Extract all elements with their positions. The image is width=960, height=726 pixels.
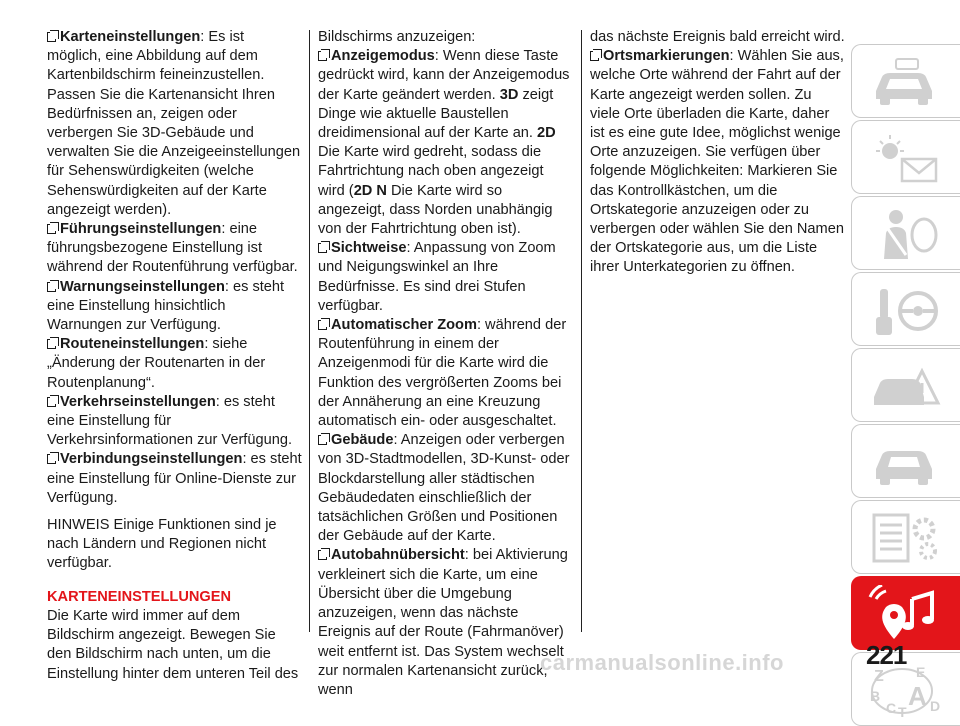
- key-steering-wheel-icon: [866, 281, 946, 339]
- term-routeneinstellungen: Routeneinstellungen: [60, 336, 205, 353]
- column-divider-right: [581, 30, 582, 632]
- bullet-icon: [47, 224, 56, 234]
- warning-light-mail-icon: [866, 129, 946, 187]
- term-anzeigemodus: Anzeigemodus: [331, 48, 435, 65]
- term-warnungseinstellungen: Warnungseinstellungen: [60, 278, 225, 295]
- section-heading: KARTENEINSTELLUNGEN: [47, 588, 232, 605]
- text-fuehrungseinstellungen: : eine führungsbezogene Einstellung ist während der Routenführung verfügbar.: [47, 221, 298, 276]
- chapter-tab-emergency[interactable]: [851, 348, 960, 422]
- paragraph-sichtweise: [318, 239, 573, 316]
- paragraph-gebaeude: [318, 431, 573, 546]
- chapter-tab-technical-data[interactable]: [851, 500, 960, 574]
- index-letter: T: [898, 704, 907, 719]
- text-anzeigemodus-c: Die Karte wird gedreht, sodass die Fahrtrichtung nach oben angezeigt wird (: [318, 144, 544, 199]
- bullet-icon: [318, 435, 327, 445]
- continuation-text: Bildschirms anzuzeigen:: [318, 29, 476, 45]
- text-warnungseinstellungen: : es steht eine Einstellung hinsichtlich Warnungen zur Verfügung.: [47, 278, 285, 334]
- text-gebaeude: : Anzeigen oder verbergen von 3D-Stadtmodellen, 3D-Kunst- oder Blockdarstellung aller städtischen Gebäudedaten einschließlich der tatsächlichen Größen und Positionen der Gebäude auf der Karte.: [318, 432, 570, 545]
- column-right: [590, 28, 845, 278]
- bullet-icon: [318, 51, 327, 61]
- text-verbindungseinstellungen: : es steht eine Einstellung für Online-Dienste zur Verfügung.: [47, 451, 302, 506]
- term-3d: 3D: [499, 86, 519, 103]
- bullet-icon: [318, 320, 327, 330]
- car-crash-icon: [866, 357, 946, 415]
- text-anzeigemodus-d: Die Karte wird so angezeigt, dass Norden unabhängig von der Fahrtrichtung oben ist).: [318, 182, 553, 238]
- index-letter: Z: [874, 668, 884, 685]
- chapter-tab-car-dashboard[interactable]: [851, 44, 960, 118]
- text-verkehrseinstellungen: : es steht eine Einstellung für Verkehrsinformationen zur Verfügung.: [47, 393, 292, 449]
- paragraph-verkehrseinstellungen: [47, 393, 302, 451]
- page-number: 221: [866, 640, 907, 670]
- index-letter: D: [930, 698, 941, 714]
- paragraph-automatischer-zoom: [318, 316, 573, 431]
- watermark: carmanualsonline.info: [540, 650, 784, 675]
- paragraph-anzeigemodus: [318, 47, 573, 239]
- chapter-tab-starting-driving[interactable]: [851, 272, 960, 346]
- section-intro-text: Die Karte wird immer auf dem Bildschirm angezeigt. Bewegen Sie den Bildschirm nach unten, um die Einstellung hinter dem unteren Teil des: [47, 607, 299, 682]
- text-sichtweise: : Anpassung von Zoom und Neigungswinkel an Ihre Bedürfnisse. Es sind drei Stufen verfügbar.: [318, 240, 556, 314]
- car-service-icon: [866, 433, 946, 491]
- term-verbindungseinstellungen: Verbindungseinstellungen: [60, 451, 243, 468]
- index-letter: C: [886, 700, 897, 716]
- column-middle: [318, 28, 573, 700]
- seatbelt-airbag-icon: [866, 205, 946, 263]
- term-ortsmarkierungen: Ortsmarkierungen: [603, 48, 730, 65]
- column-left: [47, 28, 302, 684]
- term-fuehrungseinstellungen: Führungseinstellungen: [60, 221, 222, 238]
- car-dashboard-icon: [866, 53, 946, 111]
- continuation-text: das nächste Ereignis bald erreicht wird.: [590, 29, 845, 45]
- index-letter: A: [908, 681, 927, 711]
- text-autobahnuebersicht: : bei Aktivierung verkleinert sich die Karte, um eine Übersicht über die Umgebung anzuzeigen, wenn das nächste Ereignis auf der Route (Fahrmanöver) weit entfernt ist. Das System wechselt zur normalen Kartenansicht zurück, wenn: [318, 547, 568, 698]
- term-automatischer-zoom: Automatischer Zoom: [331, 317, 477, 334]
- bullet-icon: [47, 397, 56, 407]
- paragraph-autobahnuebersicht: [318, 546, 573, 700]
- chapter-tab-servicing[interactable]: [851, 424, 960, 498]
- bullet-icon: [318, 243, 327, 253]
- bullet-icon: [47, 282, 56, 292]
- term-sichtweise: Sichtweise: [331, 240, 407, 257]
- index-letter: E: [916, 664, 926, 680]
- term-2d: 2D: [537, 125, 556, 142]
- text-routeneinstellungen: : siehe „Änderung der Routenarten in der Routenplanung“.: [47, 336, 266, 391]
- column-divider-left: [309, 30, 310, 632]
- term-2d-n: 2D N: [353, 182, 387, 199]
- bullet-icon: [47, 454, 56, 464]
- text-automatischer-zoom: : während der Routenführung in einem der Anzeigenmodi für die Karte wird die Funktion des vergrößerten Zooms bei der Annäherung an eine Kreuzung automatisch ein- oder ausgeschaltet.: [318, 317, 567, 430]
- bullet-icon: [47, 32, 56, 42]
- term-verkehrseinstellungen: Verkehrseinstellungen: [60, 393, 216, 410]
- paragraph-fuehrungseinstellungen: [47, 220, 302, 278]
- text-ortsmarkierungen: : Wählen Sie aus, welche Orte während der Fahrt auf der Karte angezeigt werden sollen. Zu viele Orte überladen die Karte, daher ist es eine gute Idee, möglichst wenige Orte anzuzeigen. Sie verfügen über folgende Möglichkeiten: Markieren Sie das Kontrollkästchen, um die Ortskategorie anzuzeigen oder zu verbergen oder wählen Sie den Namen der Ortskategorie aus, um die Liste ihrer Unterkategorien zu öffnen.: [590, 48, 844, 276]
- paragraph-karteneinstellungen: [47, 28, 302, 220]
- paragraph-ortsmarkierungen: [590, 47, 845, 277]
- chapter-tab-safety[interactable]: [851, 196, 960, 270]
- paragraph-verbindungseinstellungen: [47, 450, 302, 508]
- chapter-tab-multimedia[interactable]: [851, 576, 960, 650]
- checklist-gears-icon: [866, 509, 946, 567]
- text-anzeigemodus-b: zeigt Dinge wie aktuelle Baustellen dreidimensional auf der Karte an.: [318, 86, 554, 142]
- term-gebaeude: Gebäude: [331, 432, 394, 449]
- term-karteneinstellungen: Karteneinstellungen: [60, 29, 201, 45]
- text-anzeigemodus-a: : Wenn diese Taste gedrückt wird, kann der Anzeigemodus der Karte geändert werden.: [318, 48, 570, 103]
- text-karteneinstellungen: : Es ist möglich, eine Abbildung auf dem Kartenbildschirm feineinzustellen. Passen Sie die Kartenansicht Ihren Bedürfnissen an, zeigen oder verbergen Sie 3D-Gebäude und verwalten Sie die Anzeigeeinstellungen für Sehenswürdigkeiten (welche Sehenswürdigkeiten auf der Karte angezeigt werden).: [47, 29, 301, 218]
- bullet-icon: [590, 51, 599, 61]
- multimedia-music-icon: [866, 585, 946, 643]
- bullet-icon: [47, 339, 56, 349]
- paragraph-warnungseinstellungen: [47, 278, 302, 336]
- bullet-icon: [318, 550, 327, 560]
- paragraph-routeneinstellungen: [47, 335, 302, 393]
- note-text: HINWEIS Einige Funktionen sind je nach Ländern und Regionen nicht verfügbar.: [47, 517, 277, 572]
- chapter-tab-warning-lights[interactable]: [851, 120, 960, 194]
- term-autobahnuebersicht: Autobahnübersicht: [331, 547, 465, 564]
- index-letter: B: [870, 688, 881, 704]
